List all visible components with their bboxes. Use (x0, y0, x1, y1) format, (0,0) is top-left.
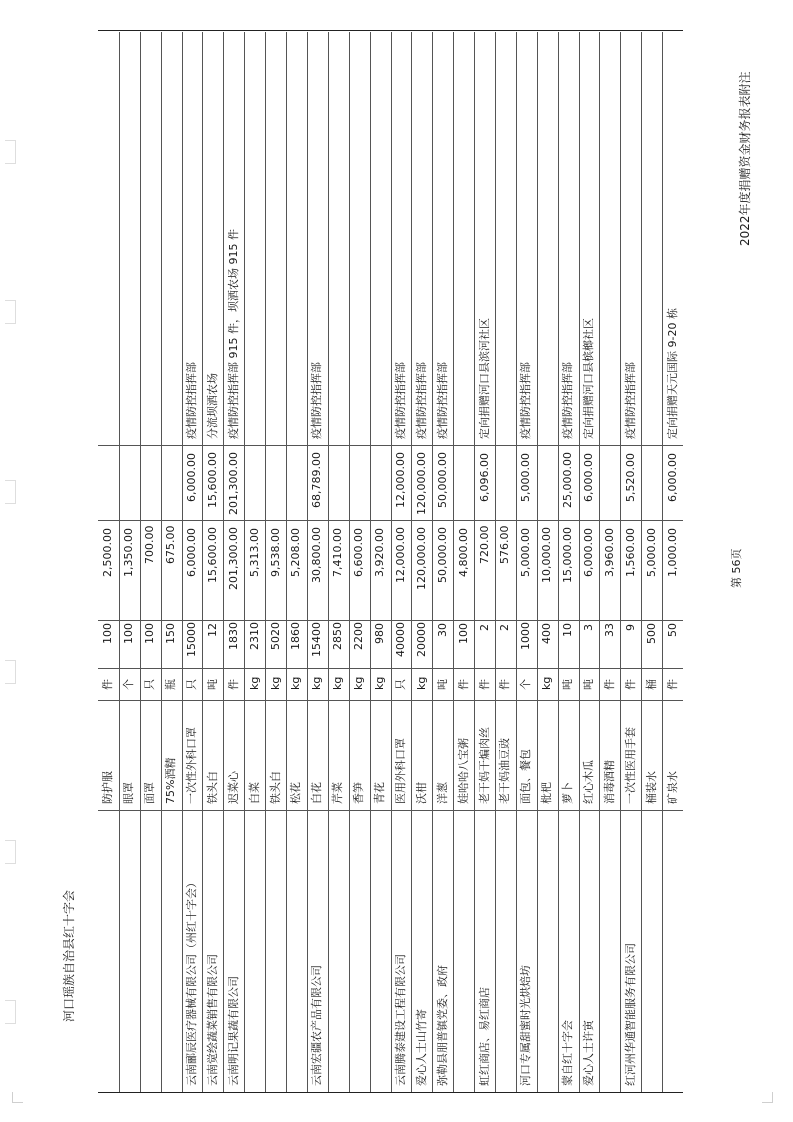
row-divider (495, 32, 496, 1092)
row-divider (453, 32, 454, 1092)
table-cell-item: 红心木瓜 (581, 760, 595, 804)
table-cell-qty: 2 (477, 623, 491, 631)
binder-mark (5, 840, 16, 864)
table-cell-amount: 3,920.00 (373, 527, 387, 577)
table-cell-amount: 9,538.00 (268, 527, 282, 577)
table-cell-unit: 件 (498, 679, 512, 690)
table-cell-amount: 3,960.00 (602, 527, 616, 577)
row-divider (474, 32, 475, 1092)
table-cell-amount: 5,208.00 (289, 527, 303, 577)
table-cell-amount: 7,410.00 (331, 527, 345, 577)
row-divider (307, 32, 308, 1092)
table-cell-item: 香笋 (352, 782, 366, 804)
table-cell-item: 75%酒精 (164, 757, 178, 804)
table-cell-purpose: 疫情防控指挥部 (310, 362, 324, 439)
table-cell-qty: 100 (456, 622, 470, 644)
row-divider (223, 32, 224, 1092)
row-divider (641, 32, 642, 1092)
table-cell-item: 枇杷 (540, 782, 554, 804)
table-cell-item: 铁头白 (205, 771, 219, 804)
row-divider (620, 32, 621, 1092)
row-divider (516, 32, 517, 1092)
binder-mark (5, 480, 16, 504)
table-cell-item: 迟菜心 (226, 771, 240, 804)
row-divider (182, 32, 183, 1092)
column-divider (98, 520, 683, 521)
table-cell-purpose: 疫情防控指挥部 (519, 362, 533, 439)
table-cell-unit: kg (247, 676, 261, 690)
table-cell-total: 6,000.00 (665, 452, 679, 502)
table-cell-unit: kg (352, 676, 366, 690)
table-cell-item: 矿泉水 (665, 771, 679, 804)
column-divider (98, 810, 683, 811)
table-cell-total: 25,000.00 (561, 452, 575, 509)
table-cell-total: 6,000.00 (185, 452, 199, 502)
table-cell-qty: 40000 (393, 622, 407, 657)
table-cell-unit: 吨 (435, 679, 449, 690)
table-cell-total: 6,096.00 (477, 452, 491, 502)
table-cell-item: 青花 (373, 782, 387, 804)
report-title: 2022年度捐赠资金财务报表附注 (738, 71, 752, 246)
table-cell-amount: 675.00 (164, 525, 178, 564)
table-cell-amount: 720.00 (477, 525, 491, 564)
organization-name: 河口瑶族自治县红十字会 (62, 889, 76, 1022)
row-divider (579, 32, 580, 1092)
table-cell-item: 一次性医用手套 (623, 727, 637, 804)
table-cell-donor: 爱心人士许寅 (581, 1020, 595, 1086)
table-cell-donor: 红河州华通智能服务有限公司 (623, 943, 637, 1086)
table-cell-unit: kg (268, 676, 282, 690)
table-cell-donor: 云南郦辰医疗器械有限公司（州红十字会） (185, 877, 199, 1086)
table-cell-amount: 10,000.00 (540, 527, 554, 584)
table-cell-unit: kg (373, 676, 387, 690)
row-divider (286, 32, 287, 1092)
table-cell-purpose: 疫情防控指挥部 (185, 362, 199, 439)
table-cell-total: 15,600.00 (205, 452, 219, 509)
table-cell-amount: 5,000.00 (644, 527, 658, 577)
table-cell-amount: 2,500.00 (101, 527, 115, 577)
table-cell-unit: kg (310, 676, 324, 690)
table-cell-total: 50,000.00 (435, 452, 449, 509)
table-cell-unit: 瓶 (164, 679, 178, 690)
table-cell-qty: 15400 (310, 622, 324, 657)
table-cell-donor: 云南腾泰建设工程有限公司 (393, 954, 407, 1086)
table-cell-item: 老干妈油豆豉 (498, 738, 512, 804)
table-cell-item: 面包、餐包 (519, 749, 533, 804)
table-cell-amount: 6,000.00 (581, 527, 595, 577)
table-cell-unit: kg (289, 676, 303, 690)
table-cell-total: 120,000.00 (414, 452, 428, 515)
table-cell-unit: 吨 (205, 679, 219, 690)
table-cell-qty: 10 (561, 623, 575, 638)
row-divider (244, 32, 245, 1092)
table-cell-total: 5,000.00 (519, 452, 533, 502)
crop-mark (12, 1092, 23, 1103)
table-cell-unit: kg (331, 676, 345, 690)
table-cell-total: 12,000.00 (393, 452, 407, 509)
table-cell-unit: 件 (623, 679, 637, 690)
table-cell-item: 防护服 (101, 771, 115, 804)
table-cell-donor: 河口专属甜蜜时光烘焙坊 (519, 965, 533, 1086)
table-cell-qty: 50 (665, 623, 679, 638)
row-divider (599, 32, 600, 1092)
table-cell-amount: 4,800.00 (456, 527, 470, 577)
table-cell-qty: 5020 (268, 622, 282, 651)
table-cell-purpose: 疫情防控指挥部 (435, 362, 449, 439)
table-cell-unit: 只 (393, 679, 407, 690)
table-cell-unit: 件 (456, 679, 470, 690)
row-divider (391, 32, 392, 1092)
table-cell-unit: 吨 (581, 679, 595, 690)
table-cell-unit: 件 (665, 679, 679, 690)
table-cell-qty: 2310 (247, 622, 261, 651)
binder-mark (5, 300, 16, 324)
table-cell-purpose: 疫情防控指挥部 (414, 362, 428, 439)
binder-mark (5, 140, 16, 164)
table-cell-qty: 20000 (414, 622, 428, 657)
table-cell-qty: 1860 (289, 622, 303, 651)
table-cell-unit: 只 (143, 679, 157, 690)
table-cell-amount: 15,000.00 (561, 527, 575, 584)
table-cell-total: 6,000.00 (581, 452, 595, 502)
table-cell-item: 面罩 (143, 782, 157, 804)
table-cell-item: 白菜 (247, 782, 261, 804)
table-cell-amount: 6,000.00 (185, 527, 199, 577)
table-cell-qty: 500 (644, 622, 658, 644)
table-cell-unit: kg (414, 676, 428, 690)
table-cell-donor: 爱心人士山竹寄 (414, 1009, 428, 1086)
table-cell-item: 芹菜 (331, 782, 345, 804)
row-divider (662, 32, 663, 1092)
table-cell-amount: 5,313.00 (247, 527, 261, 577)
table-cell-unit: 只 (185, 679, 199, 690)
table-cell-amount: 15,600.00 (205, 527, 219, 584)
table-cell-unit: 件 (226, 679, 240, 690)
row-divider (328, 32, 329, 1092)
table-cell-qty: 150 (164, 622, 178, 644)
table-cell-item: 松花 (289, 782, 303, 804)
table-cell-amount: 1,350.00 (122, 527, 136, 577)
table-cell-item: 老干妈干煸肉丝 (477, 727, 491, 804)
row-divider (349, 32, 350, 1092)
table-cell-qty: 9 (623, 623, 637, 631)
row-divider (558, 32, 559, 1092)
table-cell-purpose: 疫情防控指挥部 (393, 362, 407, 439)
table-cell-amount: 700.00 (143, 525, 157, 564)
bottom-rule (98, 1092, 683, 1093)
table-cell-donor: 云南宏疆农产品有限公司 (310, 965, 324, 1086)
top-rule (98, 30, 683, 31)
row-divider (161, 32, 162, 1092)
table-cell-unit: 吨 (561, 679, 575, 690)
binder-mark (5, 1000, 16, 1024)
table-cell-unit: 个 (519, 679, 533, 690)
table-cell-item: 沃柑 (414, 782, 428, 804)
table-cell-item: 眼罩 (122, 782, 136, 804)
table-cell-amount: 30,800.00 (310, 527, 324, 584)
column-divider (98, 445, 683, 446)
table-cell-qty: 2200 (352, 622, 366, 651)
column-divider (98, 620, 683, 621)
table-cell-unit: 件 (477, 679, 491, 690)
table-cell-amount: 50,000.00 (435, 527, 449, 584)
column-divider (98, 668, 683, 669)
table-cell-purpose: 分流坝洒农场 (205, 373, 219, 439)
table-cell-qty: 1830 (226, 622, 240, 651)
table-cell-amount: 6,600.00 (352, 527, 366, 577)
row-divider (432, 32, 433, 1092)
table-cell-donor: 蒙自红十字会 (561, 1020, 575, 1086)
table-cell-amount: 201,300.00 (226, 527, 240, 590)
table-cell-qty: 2 (498, 623, 512, 631)
row-divider (411, 32, 412, 1092)
table-cell-item: 萝卜 (561, 782, 575, 804)
table-cell-amount: 1,560.00 (623, 527, 637, 577)
table-cell-amount: 120,000.00 (414, 527, 428, 590)
table-cell-purpose: 定向捐赠河口县滨河社区 (477, 318, 491, 439)
table-cell-purpose: 疫情防控指挥部 (623, 362, 637, 439)
table-cell-qty: 100 (122, 622, 136, 644)
table-cell-total: 201,300.00 (226, 452, 240, 515)
column-divider (98, 700, 683, 701)
table-cell-item: 铁头白 (268, 771, 282, 804)
row-divider (140, 32, 141, 1092)
page-number: 第 56页 (730, 548, 743, 588)
table-cell-item: 桶装水 (644, 771, 658, 804)
row-divider (537, 32, 538, 1092)
table-cell-item: 消毒酒精 (602, 760, 616, 804)
table-cell-unit: 个 (122, 679, 136, 690)
table-cell-amount: 1,000.00 (665, 527, 679, 577)
table-cell-item: 医用外科口罩 (393, 738, 407, 804)
row-divider (265, 32, 266, 1092)
row-divider (119, 32, 120, 1092)
binder-mark (5, 660, 16, 684)
table-cell-unit: 件 (602, 679, 616, 690)
table-cell-qty: 12 (205, 623, 219, 638)
table-cell-item: 娃哈哈八宝粥 (456, 738, 470, 804)
row-divider (202, 32, 203, 1092)
table-cell-qty: 1000 (519, 622, 533, 651)
table-cell-donor: 云南觉绘蔬菜销售有限公司 (205, 954, 219, 1086)
table-cell-item: 洋葱 (435, 782, 449, 804)
table-cell-qty: 100 (101, 622, 115, 644)
table-cell-donor: 虹红商店、易红商店 (477, 987, 491, 1086)
table-cell-unit: 件 (101, 679, 115, 690)
table-cell-purpose: 疫情防控指挥部 (561, 362, 575, 439)
table-cell-qty: 30 (435, 623, 449, 638)
table-cell-donor: 弥勒县朋普镇党委、政府 (435, 965, 449, 1086)
row-divider (370, 32, 371, 1092)
table-cell-qty: 2850 (331, 622, 345, 651)
table-cell-item: 白花 (310, 782, 324, 804)
table-cell-amount: 5,000.00 (519, 527, 533, 577)
table-cell-qty: 33 (602, 623, 616, 638)
table-cell-total: 5,520.00 (623, 452, 637, 502)
table-cell-purpose: 定向捐赠河口县槟榔社区 (581, 318, 595, 439)
table-cell-qty: 3 (581, 623, 595, 631)
table-cell-qty: 980 (373, 622, 387, 644)
table-cell-purpose: 定向捐赠天元国际 9-20 栋 (665, 308, 679, 439)
table-cell-amount: 576.00 (498, 525, 512, 564)
table-cell-amount: 12,000.00 (393, 527, 407, 584)
table-cell-purpose: 疫情防控指挥部 915 件，坝洒农场 915 件 (226, 229, 240, 439)
table-cell-donor: 云南明记果蔬有限公司 (226, 976, 240, 1086)
table-cell-item: 一次性外科口罩 (185, 727, 199, 804)
table-cell-unit: 桶 (644, 679, 658, 690)
table-cell-qty: 15000 (185, 622, 199, 657)
table-cell-total: 68,789.00 (310, 452, 324, 509)
table-cell-qty: 400 (540, 622, 554, 644)
crop-mark (762, 1092, 773, 1103)
table-cell-qty: 100 (143, 622, 157, 644)
table-cell-unit: kg (540, 676, 554, 690)
